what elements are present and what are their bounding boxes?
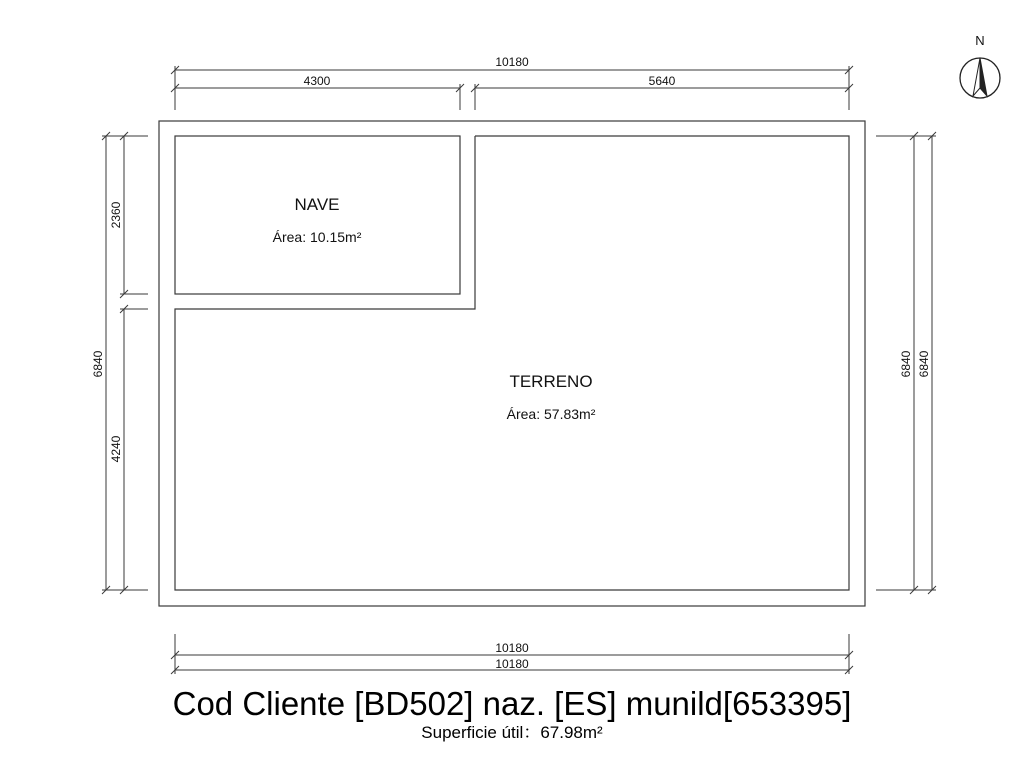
north-label: N xyxy=(975,33,985,48)
footer-title: Cod Cliente [BD502] naz. [ES] munild[653395] xyxy=(172,685,852,722)
north-arrow-icon xyxy=(960,58,1000,98)
dim-top-total: 10180 xyxy=(495,55,529,69)
room-area-terreno: Área: 57.83m² xyxy=(506,406,596,422)
footer-subtitle: Superficie útil：67.98m² xyxy=(421,723,603,742)
dim-right-outer: 6840 xyxy=(917,350,931,378)
top-dimension-lines xyxy=(171,66,853,110)
dim-top-right: 5640 xyxy=(648,74,676,88)
dim-left-total: 6840 xyxy=(91,350,105,378)
dim-top-left: 4300 xyxy=(303,74,331,88)
dim-right-inner: 6840 xyxy=(899,350,913,378)
dim-bottom-lower: 10180 xyxy=(495,657,529,671)
left-dimension-lines xyxy=(102,132,148,594)
nave-room-outline xyxy=(175,136,460,294)
dim-left-upper: 2360 xyxy=(109,201,123,229)
walls xyxy=(159,121,865,606)
dim-left-lower: 4240 xyxy=(109,435,123,463)
room-name-nave: NAVE xyxy=(294,195,340,214)
room-area-nave: Área: 10.15m² xyxy=(272,229,362,245)
outer-wall xyxy=(159,121,865,606)
terreno-room-outline xyxy=(175,136,849,590)
dim-bottom-upper: 10180 xyxy=(495,641,529,655)
room-name-terreno: TERRENO xyxy=(509,372,593,391)
